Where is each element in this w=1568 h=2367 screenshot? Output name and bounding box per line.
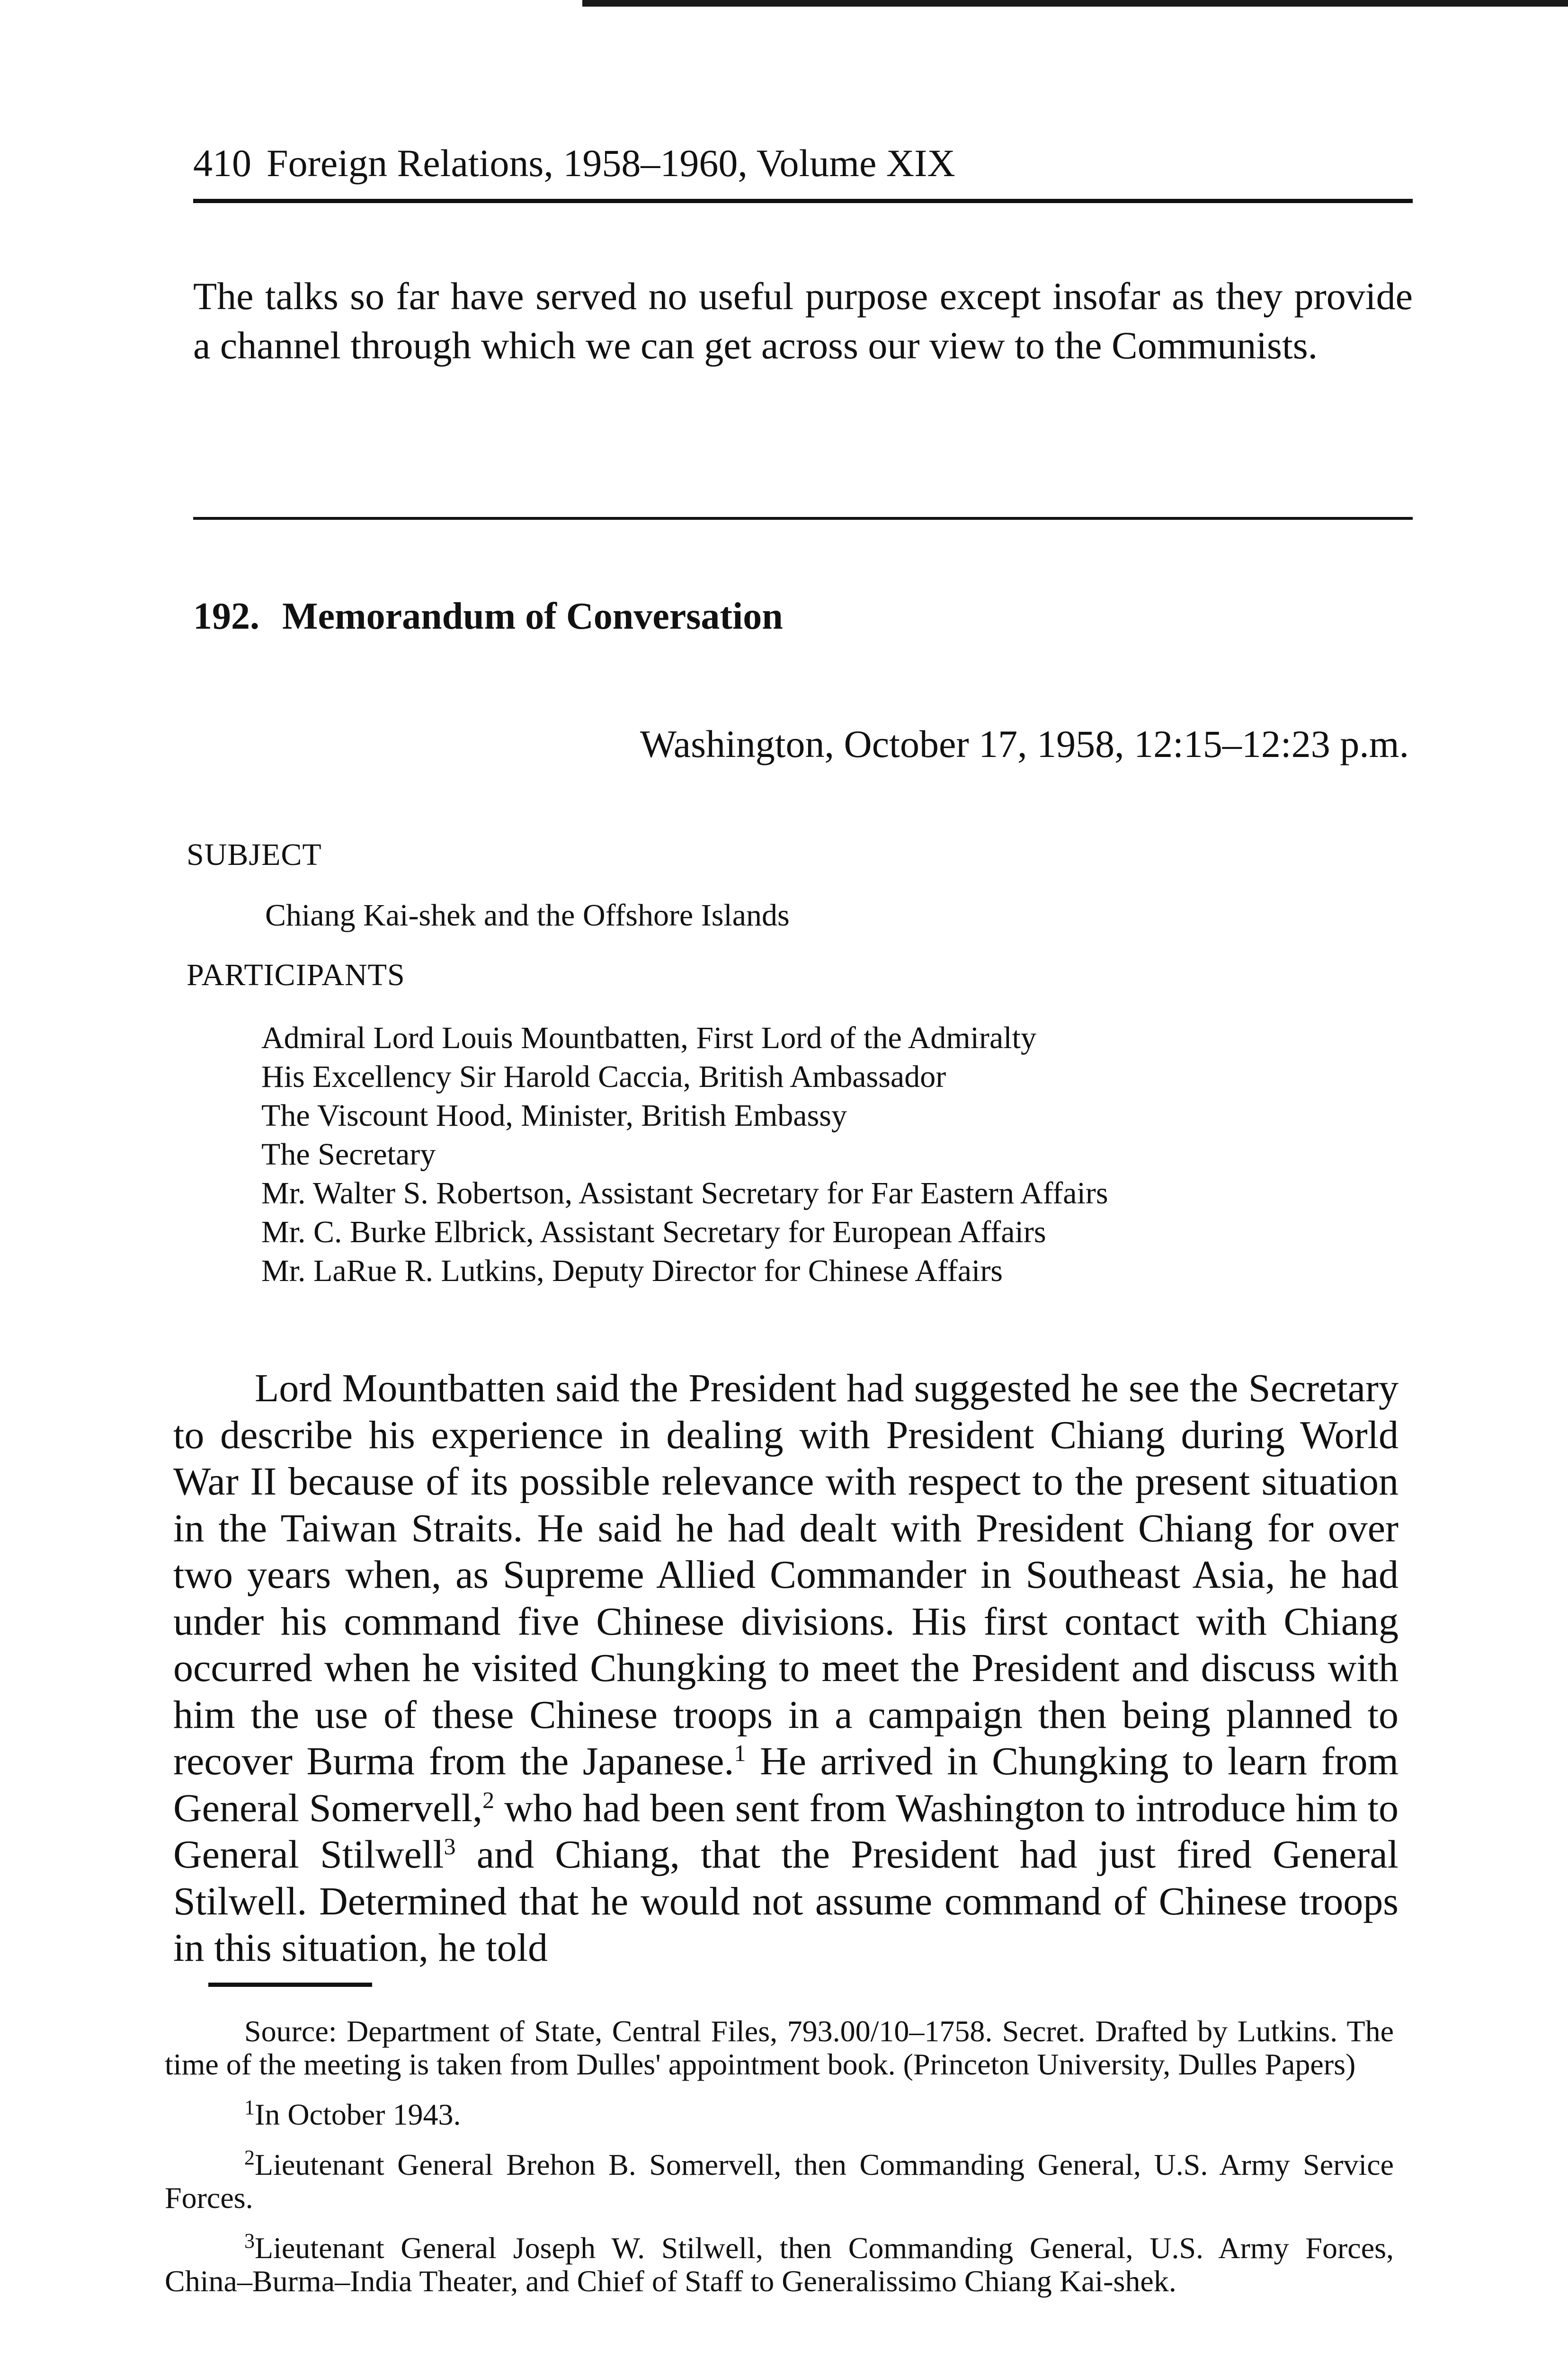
footnotes — [165, 2015, 1394, 2315]
participant-list — [261, 1019, 1108, 1290]
footnote — [165, 2148, 1394, 2215]
subject-label: SUBJECT — [187, 837, 322, 872]
dateline: Washington, October 17, 1958, 12:15–12:23 p.m. — [640, 722, 1409, 765]
body-text: who had been sent from Washington to introduce him to General Stilwell — [173, 1786, 1399, 1877]
scan-top-edge-rule — [582, 0, 1568, 7]
footnote-text: In October 1943. — [255, 2098, 461, 2131]
participant-item: Mr. LaRue R. Lutkins, Deputy Director for Chinese Affairs — [261, 1254, 1003, 1288]
footnote-text: Lieutenant General Brehon B. Somervell, then Commanding General, U.S. Army Service Forces. — [165, 2148, 1394, 2215]
footnote — [165, 2098, 1394, 2131]
footnote-marker: 3 — [244, 2229, 255, 2252]
body-paragraph — [173, 1365, 1399, 1972]
footnote-ref-1: 1 — [734, 1740, 746, 1766]
footnote-rule — [208, 1983, 372, 1987]
footnote-marker: 1 — [244, 2096, 255, 2119]
section-divider — [193, 517, 1413, 520]
document-title: Memorandum of Conversation — [282, 596, 783, 637]
participant-item: His Excellency Sir Harold Caccia, British Ambassador — [261, 1059, 946, 1094]
participant-item: The Viscount Hood, Minister, British Embassy — [261, 1098, 847, 1133]
running-head — [193, 137, 1415, 189]
footnote-text: Lieutenant General Joseph W. Stilwell, then Commanding General, U.S. Army Forces, China–Burma–India Theater, and Chief of Staff to Generalissimo Chiang Kai-shek. — [165, 2231, 1394, 2298]
document-number: 192. — [193, 596, 259, 637]
body-text: He arrived in Chungking to learn from General Somervell, — [173, 1739, 1399, 1830]
carryover-paragraph: The talks so far have served no useful purpose except insofar as they provide a channel through which we can get across our view to the Communists. — [193, 275, 1413, 367]
body-text: Lord Mountbatten said the President had suggested he see the Secretary to describe his experience in dealing with President Chiang during World War II because of its possible relevance with respect to the present situation in the Taiwan Straits. He said he had dealt with President Chiang for over two years when, as Supreme Allied Commander in Southeast Asia, he had under his command five Chinese divisions. His first contact with Chiang occurred when he visited Chungking to meet the President and discuss with him the use of these Chinese troops in a campaign then being planned to recover Burma from the Japanese. — [173, 1366, 1399, 1783]
body-text: and Chiang, that the President had just fired General Stilwell. Determined that he would not assume command of Chinese troops in this situation, he told — [173, 1833, 1399, 1970]
subject-text: Chiang Kai-shek and the Offshore Islands — [265, 898, 790, 933]
page-number: 410 — [193, 142, 251, 185]
document-heading — [193, 593, 783, 640]
participant-item: Mr. Walter S. Robertson, Assistant Secretary for Far Eastern Affairs — [261, 1176, 1108, 1210]
volume-title: Foreign Relations, 1958–1960, Volume XIX — [267, 142, 955, 185]
participant-item: Mr. C. Burke Elbrick, Assistant Secretary for European Affairs — [261, 1215, 1046, 1249]
footnote-ref-2: 2 — [482, 1786, 495, 1813]
footnote — [165, 2229, 1394, 2298]
source-note: Source: Department of State, Central Files, 793.00/10–1758. Secret. Drafted by Lutkins. The time of the meeting is taken from Dulles' appointment book. (Princeton University, Dulles Papers) — [165, 2014, 1394, 2081]
footnote-ref-3: 3 — [444, 1833, 456, 1860]
participants-label: PARTICIPANTS — [187, 958, 405, 992]
footnote-marker: 2 — [244, 2146, 255, 2169]
header-rule — [193, 199, 1413, 203]
participant-item: The Secretary — [261, 1137, 436, 1172]
participant-item: Admiral Lord Louis Mountbatten, First Lord of the Admiralty — [261, 1021, 1036, 1055]
